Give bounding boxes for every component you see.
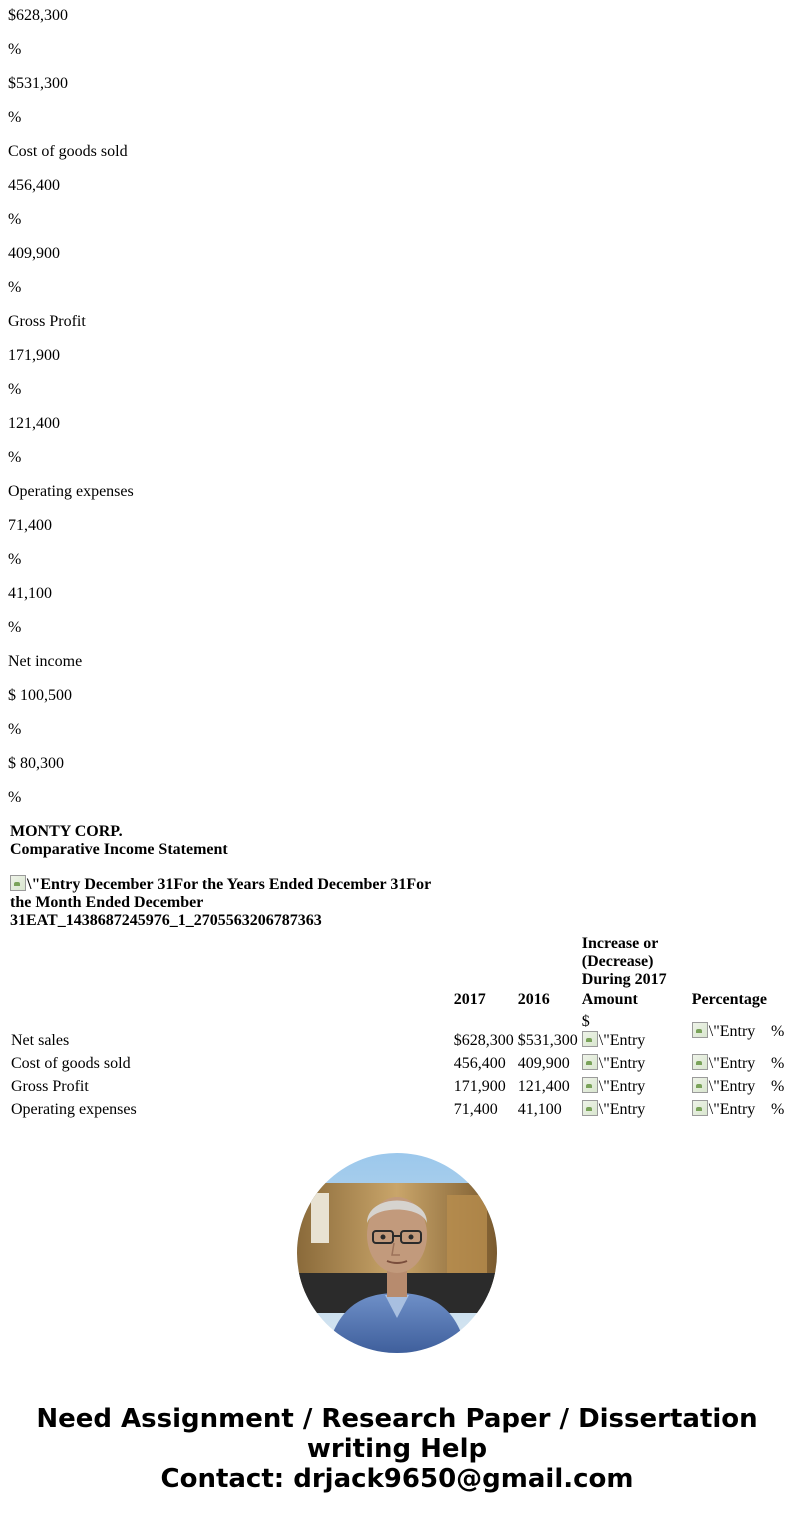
text-line: % <box>8 721 22 738</box>
text-line: % <box>8 449 22 466</box>
text-line: % <box>8 41 22 58</box>
text-line: 171,900 <box>8 347 60 364</box>
table-row <box>10 1012 786 1051</box>
text-line: 121,400 <box>8 415 60 432</box>
portrait-image <box>297 1153 497 1353</box>
value-2017: 71,400 <box>453 1101 498 1118</box>
year-2016-header: 2016 <box>517 991 550 1008</box>
tutor-avatar <box>297 1153 497 1353</box>
entry-input-image[interactable]: \"Entry <box>692 1054 756 1073</box>
value-2017: 171,900 <box>453 1078 506 1095</box>
text-line: % <box>8 789 22 806</box>
statement-caption <box>8 875 440 930</box>
caption-text: December 31For the Years Ended December 31For the Month Ended December 31EAT_1438687245976_1_2705563206787363 <box>10 876 431 929</box>
year-2017-header: 2017 <box>453 991 486 1008</box>
text-line: 409,900 <box>8 245 60 262</box>
percentage-cell <box>691 1012 768 1051</box>
text-line: 71,400 <box>8 517 52 534</box>
text-line: $ 80,300 <box>8 755 64 772</box>
text-line: 41,100 <box>8 585 52 602</box>
percentage-cell <box>691 1076 768 1097</box>
broken-image-icon: \"Entry <box>10 875 80 894</box>
entry-input-image[interactable]: \"Entry <box>582 1077 646 1096</box>
promo-line: Need Assignment / Research Paper / Dissertation <box>36 1404 758 1434</box>
entry-input-image[interactable]: \"Entry <box>582 1100 646 1119</box>
statement-title: Comparative Income Statement <box>10 841 228 858</box>
entry-input-image[interactable]: \"Entry <box>582 1054 646 1073</box>
text-line: Operating expenses <box>8 483 134 500</box>
text-line: 456,400 <box>8 177 60 194</box>
promo-contact: Contact: drjack9650@gmail.com <box>160 1464 634 1494</box>
amount-label: Amount <box>581 991 638 1008</box>
percentage-cell <box>691 1053 768 1074</box>
entry-input-image[interactable]: \"Entry <box>692 1100 756 1119</box>
promo-line: writing Help <box>306 1434 488 1464</box>
change-group-header: Increase or (Decrease) During 2017 <box>581 935 667 988</box>
text-line: % <box>8 211 22 228</box>
text-line: % <box>8 109 22 126</box>
value-2016: 121,400 <box>517 1078 570 1095</box>
header-row <box>10 934 786 1010</box>
amount-cell <box>581 1076 689 1097</box>
percent-sign: % <box>770 1022 785 1040</box>
text-line: $531,300 <box>8 75 68 92</box>
text-line: Cost of goods sold <box>8 143 128 160</box>
table-row <box>10 1099 786 1120</box>
row-label: Cost of goods sold <box>11 1055 131 1072</box>
entry-input-image[interactable]: \"Entry <box>692 1077 756 1096</box>
percent-sign: % <box>770 1101 785 1118</box>
value-2016: 41,100 <box>517 1101 562 1118</box>
text-line: $ 100,500 <box>8 687 72 704</box>
amount-cell <box>581 1053 689 1074</box>
promo-banner <box>0 1404 794 1494</box>
percentage-cell <box>691 1099 768 1120</box>
text-line: % <box>8 619 22 636</box>
dollar-sign: $ <box>581 1013 590 1030</box>
income-statement <box>8 823 788 1122</box>
text-line: % <box>8 279 22 296</box>
comparative-table <box>8 932 788 1122</box>
text-line: $628,300 <box>8 7 68 24</box>
table-row <box>10 1053 786 1074</box>
text-line: % <box>8 551 22 568</box>
amount-cell <box>581 1012 689 1051</box>
percent-sign: % <box>770 1055 785 1072</box>
value-2017: $628,300 <box>453 1032 514 1049</box>
amount-cell <box>581 1099 689 1120</box>
row-label: Gross Profit <box>11 1078 89 1095</box>
value-2016: $531,300 <box>517 1032 578 1049</box>
text-line: % <box>8 381 22 398</box>
entry-input-image[interactable]: \"Entry <box>582 1031 646 1050</box>
percentage-header: Percentage <box>691 991 767 1008</box>
text-line: Net income <box>8 653 83 670</box>
company-name: MONTY CORP. <box>10 823 123 840</box>
amount-header <box>581 934 689 1010</box>
table-row <box>10 1076 786 1097</box>
text-line: Gross Profit <box>8 313 86 330</box>
value-2017: 456,400 <box>453 1055 506 1072</box>
row-label: Net sales <box>11 1032 70 1049</box>
entry-input-image[interactable]: \"Entry <box>692 1022 756 1041</box>
percent-sign: % <box>770 1078 785 1095</box>
row-label: Operating expenses <box>11 1101 137 1118</box>
value-2016: 409,900 <box>517 1055 570 1072</box>
